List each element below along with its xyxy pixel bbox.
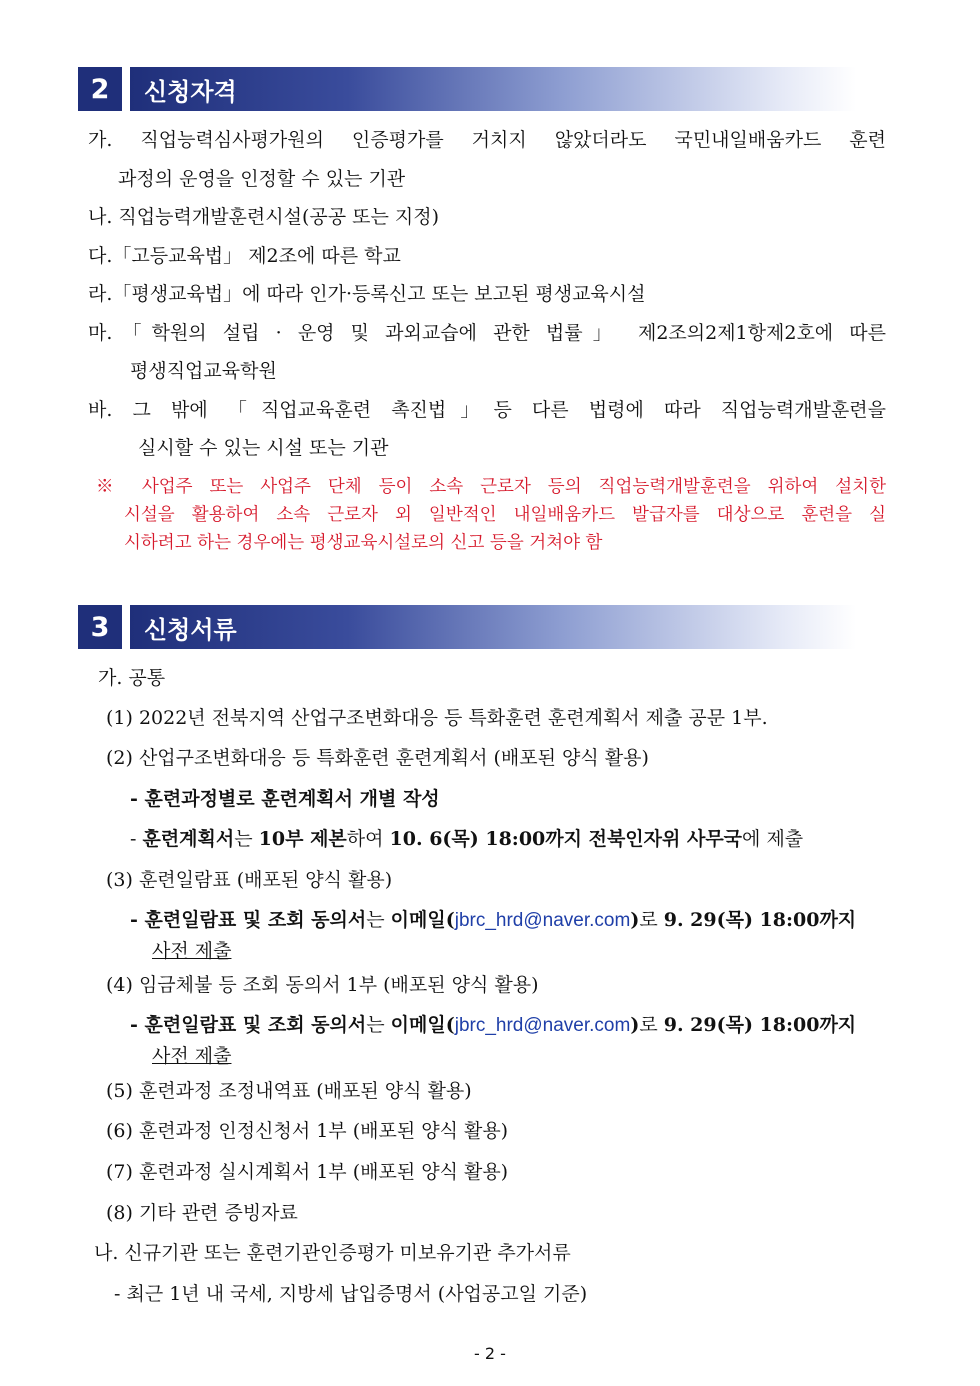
section-header-2	[78, 67, 856, 111]
doc-item-3: (3) 훈련일람표 (배포된 양식 활용)	[106, 869, 393, 891]
doc-item-4: (4) 임금체불 등 조회 동의서 1부 (배포된 양식 활용)	[106, 974, 539, 996]
doc-item-ga: 가. 공통	[98, 667, 166, 689]
qual-note-2: 시설을 활용하여 소속 근로자 외 일반적인 내일배움카드 발급자를 대상으로 훈련을 실	[124, 505, 886, 525]
email-link[interactable]: jbrc_hrd@naver.com	[454, 1015, 631, 1036]
qual-item-da: 다.「고등교육법」 제2조에 따른 학교	[88, 245, 401, 267]
qual-item-ga-cont: 과정의 운영을 인정할 수 있는 기관	[118, 168, 406, 190]
section-title: 신청자격	[130, 67, 856, 111]
section-number: 3	[78, 605, 122, 649]
qual-note-3: 시하려고 하는 경우에는 평생교육시설로의 신고 등을 거쳐야 함	[124, 533, 603, 553]
qual-item-ba-cont: 실시할 수 있는 시설 또는 기관	[138, 437, 389, 459]
doc-item-1: (1) 2022년 전북지역 산업구조변화대응 등 특화훈련 훈련계획서 제출 공문 1부.	[106, 707, 768, 729]
doc-item-6: (6) 훈련과정 인정신청서 1부 (배포된 양식 활용)	[106, 1120, 509, 1142]
qual-item-ma-cont: 평생직업교육학원	[130, 360, 277, 382]
section-title: 신청서류	[130, 605, 856, 649]
doc-item-na: 나. 신규기관 또는 훈련기관인증평가 미보유기관 추가서류	[94, 1242, 571, 1264]
doc-item-2b: - 훈련계획서는 10부 제본하여 10. 6(목) 18:00까지 전북인자위 사무국에 제출	[130, 828, 804, 850]
doc-item-4a: - 훈련일람표 및 조회 동의서는 이메일(jbrc_hrd@naver.com)로 9. 29(목) 18:00까지	[130, 1014, 857, 1036]
qual-item-ba: 바. 그 밖에 「직업교육훈련 촉진법」등 다른 법령에 따라 직업능력개발훈련을	[88, 399, 886, 421]
section-header-3	[78, 605, 856, 649]
doc-item-2a: - 훈련과정별로 훈련계획서 개별 작성	[130, 788, 440, 810]
doc-item-3a-cont: 사전 제출	[152, 940, 232, 962]
qual-item-ra: 라.「평생교육법」에 따라 인가·등록신고 또는 보고된 평생교육시설	[88, 283, 646, 305]
page-number: - 2 -	[474, 1344, 506, 1363]
qual-item-na: 나. 직업능력개발훈련시설(공공 또는 지정)	[88, 206, 440, 228]
doc-item-3a: - 훈련일람표 및 조회 동의서는 이메일(jbrc_hrd@naver.com)로 9. 29(목) 18:00까지	[130, 909, 857, 931]
doc-item-4a-cont: 사전 제출	[152, 1045, 232, 1067]
doc-item-8: (8) 기타 관련 증빙자료	[106, 1202, 298, 1224]
qual-item-ma: 마.「학원의 설립 · 운영 및 과외교습에 관한 법률」 제2조의2제1항제2호에 따른	[88, 322, 886, 344]
doc-item-na-a: - 최근 1년 내 국세, 지방세 납입증명서 (사업공고일 기준)	[114, 1283, 588, 1305]
doc-item-2: (2) 산업구조변화대응 등 특화훈련 훈련계획서 (배포된 양식 활용)	[106, 747, 649, 769]
qual-note-1: ※ 사업주 또는 사업주 단체 등이 소속 근로자 등의 직업능력개발훈련을 위하여 설치한	[96, 477, 886, 497]
doc-item-5: (5) 훈련과정 조정내역표 (배포된 양식 활용)	[106, 1080, 472, 1102]
email-link[interactable]: jbrc_hrd@naver.com	[454, 910, 631, 931]
doc-item-7: (7) 훈련과정 실시계획서 1부 (배포된 양식 활용)	[106, 1161, 509, 1183]
qual-item-ga: 가. 직업능력심사평가원의 인증평가를 거치지 않았더라도 국민내일배움카드 훈련	[88, 129, 886, 151]
section-number: 2	[78, 67, 122, 111]
